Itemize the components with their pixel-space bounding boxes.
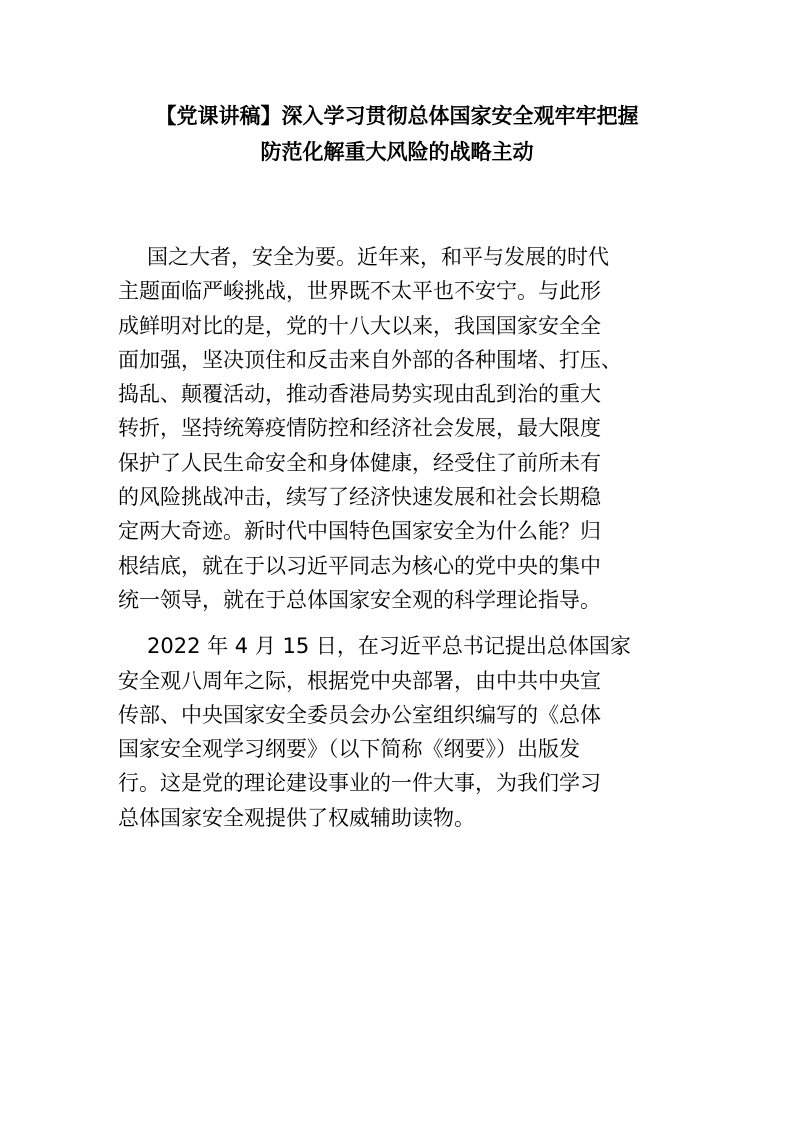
- text-line: 根结底，就在于以习近平同志为核心的党中央的集中: [118, 553, 601, 578]
- text-line: 国之大者，安全为要。近年来，和平与发展的时代: [147, 245, 609, 269]
- text-line: 传部、中央国家安全委员会办公室组织编写的《总体: [118, 702, 601, 727]
- text-line: 国家安全观学习纲要》（以下简称《纲要》）出版发: [118, 737, 580, 762]
- paragraph-2: [118, 629, 678, 835]
- text-line: 捣乱、颠覆活动，推动香港局势实现由乱到治的重大: [118, 382, 601, 407]
- document-body: [118, 240, 678, 847]
- text-line: 总体国家安全观提供了权威辅助读物。: [118, 805, 475, 830]
- text-line: 安全观八周年之际，根据党中央部署，由中共中央宣: [118, 668, 601, 693]
- text-line: 行。这是党的理论建设事业的一件大事，为我们学习: [118, 771, 601, 796]
- text-line: 定两大奇迹。新时代中国特色国家安全为什么能？归: [118, 519, 601, 544]
- text-line: 2022 年 4 月 15 日，在习近平总书记提出总体国家: [147, 634, 631, 659]
- text-line: 成鲜明对比的是，党的十八大以来，我国国家安全全: [118, 313, 601, 338]
- paragraph-1: [118, 240, 678, 617]
- text-line: 统一领导，就在于总体国家安全观的科学理论指导。: [118, 587, 601, 612]
- title-line: 【党课讲稿】深入学习贯彻总体国家安全观牢牢把握: [155, 104, 639, 128]
- text-line: 的风险挑战冲击，续写了经济快速发展和社会长期稳: [118, 485, 601, 510]
- title-line: 防范化解重大风险的战略主动: [260, 140, 534, 164]
- text-line: 主题面临严峻挑战，世界既不太平也不安宁。与此形: [118, 279, 601, 304]
- text-line: 保护了人民生命安全和身体健康，经受住了前所未有: [118, 450, 601, 475]
- text-line: 转折，坚持统筹疫情防控和经济社会发展，最大限度: [118, 416, 601, 441]
- text-line: 面加强，坚决顶住和反击来自外部的各种围堵、打压、: [118, 347, 622, 372]
- document-title: [100, 98, 694, 170]
